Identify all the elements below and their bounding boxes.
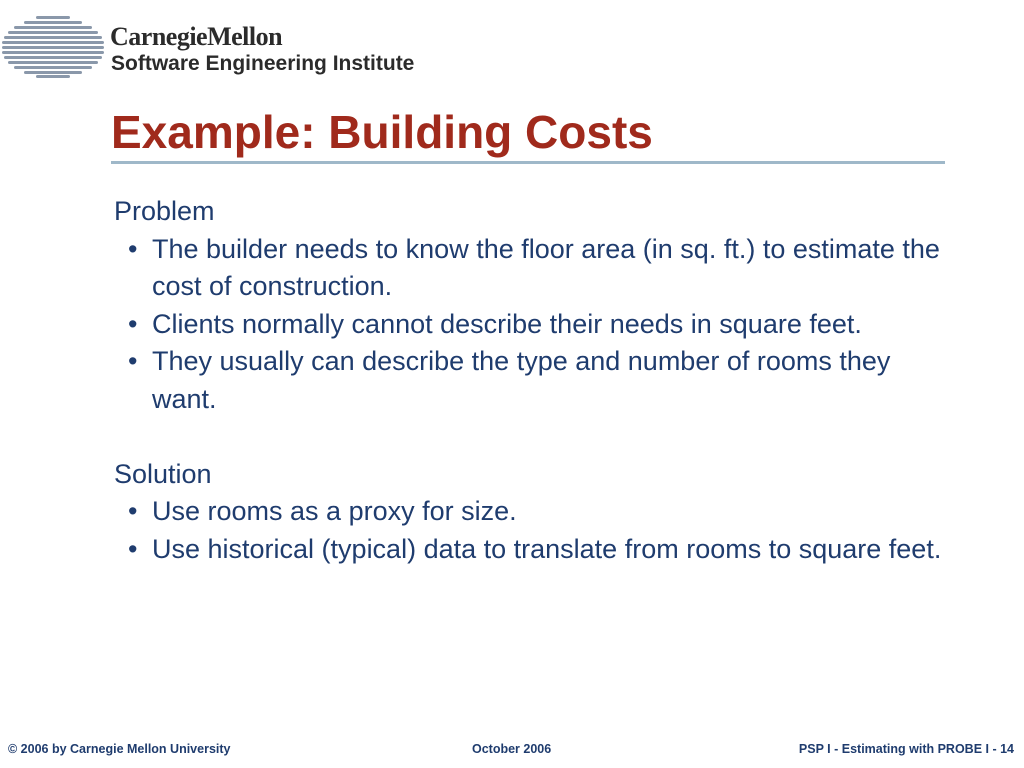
bullet-text: The builder needs to know the floor area (in sq. ft.) to estimate the cost of construction. — [152, 233, 940, 301]
footer-copyright: © 2006 by Carnegie Mellon University — [8, 742, 231, 756]
cmu-striped-sphere-icon — [2, 16, 104, 78]
footer-page-info: PSP I - Estimating with PROBE I - 14 — [798, 742, 1014, 756]
bullet-text: Use historical (typical) data to translate from rooms to square feet. — [152, 533, 942, 564]
bullet-icon: • — [128, 308, 138, 339]
title-divider — [111, 161, 945, 164]
bullet-icon: • — [128, 533, 138, 564]
bullet-text: Use rooms as a proxy for size. — [152, 496, 517, 526]
slide-body — [114, 193, 954, 568]
list-item — [114, 231, 954, 306]
solution-bullet-list — [114, 493, 954, 568]
section-heading-problem: Problem — [114, 196, 215, 226]
bullet-text: Clients normally cannot describe their needs in square feet. — [152, 308, 862, 339]
org-name: CarnegieMellon — [110, 22, 283, 51]
slide-title: Example: Building Costs — [111, 106, 653, 158]
section-spacer — [114, 418, 954, 456]
bullet-text: They usually can describe the type and number of rooms they want. — [152, 346, 891, 414]
problem-bullet-list — [114, 231, 954, 419]
section-heading-solution: Solution — [114, 458, 212, 489]
list-item — [114, 493, 954, 531]
list-item — [114, 531, 954, 569]
bullet-icon: • — [128, 496, 138, 526]
list-item — [114, 306, 954, 344]
footer-date: October 2006 — [472, 742, 552, 756]
bullet-icon: • — [128, 346, 138, 376]
list-item — [114, 343, 954, 418]
institute-name: Software Engineering Institute — [111, 52, 415, 75]
bullet-icon: • — [128, 233, 138, 264]
